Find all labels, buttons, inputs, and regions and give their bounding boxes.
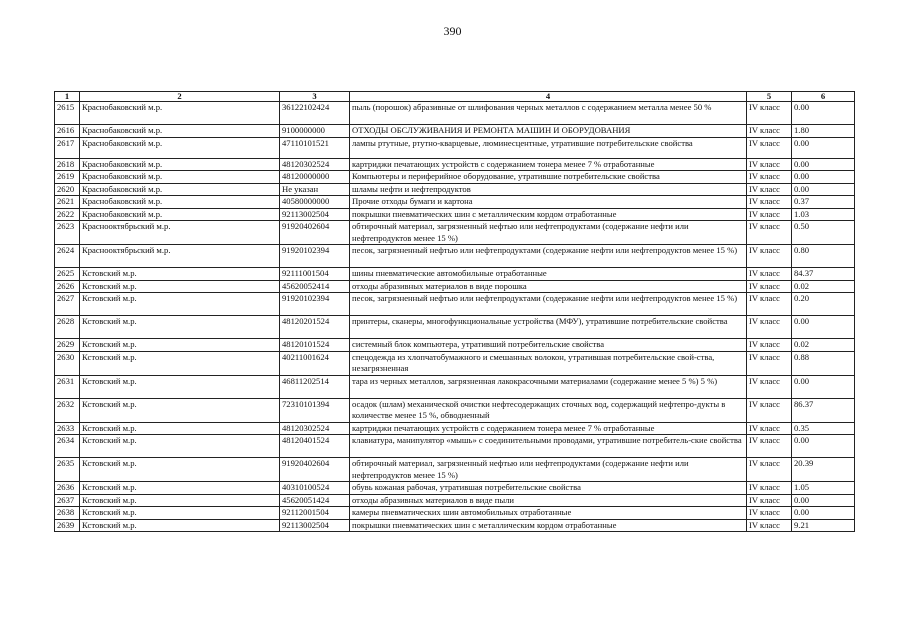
district-cell: Кстовский м.р.	[80, 398, 280, 422]
table-row	[55, 398, 855, 422]
district-cell: Кстовский м.р.	[80, 458, 280, 482]
description-cell: принтеры, сканеры, многофункциональные устройства (МФУ), утратившие потребительские свойства	[350, 316, 747, 339]
hazard-class-cell: IV класс	[747, 245, 792, 268]
hazard-class-cell: IV класс	[747, 316, 792, 339]
amount-cell: 0.88	[792, 351, 855, 375]
amount-cell: 1.05	[792, 482, 855, 495]
hazard-class-cell: IV класс	[747, 293, 792, 316]
hazard-class-cell: IV класс	[747, 422, 792, 435]
table-row	[55, 196, 855, 209]
amount-cell: 0.80	[792, 245, 855, 268]
table-row	[55, 494, 855, 507]
district-cell: Краснобаковский м.р.	[80, 102, 280, 125]
row-number: 2623	[55, 221, 80, 245]
row-number: 2618	[55, 158, 80, 171]
description-cell: покрышки пневматических шин с металлическим кордом отработанные	[350, 208, 747, 221]
row-number: 2627	[55, 293, 80, 316]
table-row	[55, 435, 855, 458]
description-cell: тара из черных металлов, загрязненная лакокрасочными материалами (содержание менее 5 %) 5 %)	[350, 375, 747, 398]
district-cell: Краснобаковский м.р.	[80, 137, 280, 158]
row-number: 2616	[55, 125, 80, 138]
code-cell: 46811202514	[280, 375, 350, 398]
column-header: 4	[350, 92, 747, 102]
district-cell: Кстовский м.р.	[80, 422, 280, 435]
district-cell: Кстовский м.р.	[80, 482, 280, 495]
code-cell: 92113002504	[280, 208, 350, 221]
column-header: 5	[747, 92, 792, 102]
district-cell: Кстовский м.р.	[80, 494, 280, 507]
hazard-class-cell: IV класс	[747, 351, 792, 375]
row-number: 2621	[55, 196, 80, 209]
hazard-class-cell: IV класс	[747, 519, 792, 532]
column-header: 3	[280, 92, 350, 102]
table-row	[55, 158, 855, 171]
hazard-class-cell: IV класс	[747, 494, 792, 507]
amount-cell: 0.00	[792, 158, 855, 171]
code-cell: 45620052414	[280, 280, 350, 293]
code-cell: 48120000000	[280, 171, 350, 184]
description-cell: клавиатура, манипулятор «мышь» с соединительными проводами, утратившие потребитель-ские свойства	[350, 435, 747, 458]
amount-cell: 0.20	[792, 293, 855, 316]
hazard-class-cell: IV класс	[747, 268, 792, 281]
row-number: 2619	[55, 171, 80, 184]
table-row	[55, 519, 855, 532]
row-number: 2630	[55, 351, 80, 375]
row-number: 2629	[55, 339, 80, 352]
table-row	[55, 137, 855, 158]
table-row	[55, 221, 855, 245]
district-cell: Кстовский м.р.	[80, 507, 280, 520]
description-cell: спецодежда из хлопчатобумажного и смешанных волокон, утратившая потребительские свой-ства, незагрязненная	[350, 351, 747, 375]
hazard-class-cell: IV класс	[747, 482, 792, 495]
amount-cell: 0.37	[792, 196, 855, 209]
row-number: 2637	[55, 494, 80, 507]
row-number: 2634	[55, 435, 80, 458]
row-number: 2626	[55, 280, 80, 293]
amount-cell: 0.35	[792, 422, 855, 435]
table-row	[55, 102, 855, 125]
amount-cell: 9.21	[792, 519, 855, 532]
header-row	[55, 92, 855, 102]
amount-cell: 1.80	[792, 125, 855, 138]
table-row	[55, 171, 855, 184]
hazard-class-cell: IV класс	[747, 158, 792, 171]
code-cell: 45620051424	[280, 494, 350, 507]
code-cell: 91920402604	[280, 221, 350, 245]
row-number: 2633	[55, 422, 80, 435]
row-number: 2625	[55, 268, 80, 281]
code-cell: 40211001624	[280, 351, 350, 375]
district-cell: Кстовский м.р.	[80, 280, 280, 293]
district-cell: Кстовский м.р.	[80, 435, 280, 458]
hazard-class-cell: IV класс	[747, 375, 792, 398]
table-row	[55, 125, 855, 138]
code-cell: 40310100524	[280, 482, 350, 495]
row-number: 2635	[55, 458, 80, 482]
waste-register-table	[54, 91, 855, 532]
hazard-class-cell: IV класс	[747, 458, 792, 482]
hazard-class-cell: IV класс	[747, 339, 792, 352]
amount-cell: 20.39	[792, 458, 855, 482]
table-row	[55, 245, 855, 268]
hazard-class-cell: IV класс	[747, 208, 792, 221]
row-number: 2639	[55, 519, 80, 532]
code-cell: 91920402604	[280, 458, 350, 482]
hazard-class-cell: IV класс	[747, 102, 792, 125]
amount-cell: 0.00	[792, 102, 855, 125]
amount-cell: 0.00	[792, 435, 855, 458]
row-number: 2615	[55, 102, 80, 125]
description-cell: Компьютеры и периферийное оборудование, утратившие потребительские свойства	[350, 171, 747, 184]
description-cell: шламы нефти и нефтепродуктов	[350, 183, 747, 196]
amount-cell: 0.00	[792, 507, 855, 520]
hazard-class-cell: IV класс	[747, 171, 792, 184]
hazard-class-cell: IV класс	[747, 125, 792, 138]
hazard-class-cell: IV класс	[747, 507, 792, 520]
description-cell: картриджи печатающих устройств с содержанием тонера менее 7 % отработанные	[350, 158, 747, 171]
description-cell: ОТХОДЫ ОБСЛУЖИВАНИЯ И РЕМОНТА МАШИН И ОБОРУДОВАНИЯ	[350, 125, 747, 138]
code-cell: 91920102394	[280, 245, 350, 268]
table-row	[55, 482, 855, 495]
row-number: 2632	[55, 398, 80, 422]
code-cell: 48120101524	[280, 339, 350, 352]
table-row	[55, 351, 855, 375]
amount-cell: 0.00	[792, 137, 855, 158]
table-row	[55, 316, 855, 339]
amount-cell: 84.37	[792, 268, 855, 281]
description-cell: Прочие отходы бумаги и картона	[350, 196, 747, 209]
table-row	[55, 293, 855, 316]
row-number: 2628	[55, 316, 80, 339]
hazard-class-cell: IV класс	[747, 137, 792, 158]
district-cell: Кстовский м.р.	[80, 316, 280, 339]
description-cell: системный блок компьютера, утративший потребительские свойства	[350, 339, 747, 352]
description-cell: пыль (порошок) абразивные от шлифования черных металлов с содержанием металла менее 50 %	[350, 102, 747, 125]
table-row	[55, 208, 855, 221]
description-cell: осадок (шлам) механической очистки нефтесодержащих сточных вод, содержащий нефтепро-дукты в количестве менее 15 %, обводненный	[350, 398, 747, 422]
description-cell: обтирочный материал, загрязненный нефтью или нефтепродуктами (содержание нефти или нефтепродуктов менее 15 %)	[350, 221, 747, 245]
description-cell: обтирочный материал, загрязненный нефтью или нефтепродуктами (содержание нефти или нефтепродуктов менее 15 %)	[350, 458, 747, 482]
table-row	[55, 375, 855, 398]
hazard-class-cell: IV класс	[747, 221, 792, 245]
code-cell: 9100000000	[280, 125, 350, 138]
code-cell: 48120302524	[280, 158, 350, 171]
page-number: 390	[443, 24, 462, 38]
description-cell: шины пневматические автомобильные отработанные	[350, 268, 747, 281]
hazard-class-cell: IV класс	[747, 398, 792, 422]
code-cell: 36122102424	[280, 102, 350, 125]
code-cell: 92113002504	[280, 519, 350, 532]
description-cell: обувь кожаная рабочая, утратившая потребительские свойства	[350, 482, 747, 495]
amount-cell: 0.00	[792, 494, 855, 507]
row-number: 2636	[55, 482, 80, 495]
row-number: 2638	[55, 507, 80, 520]
district-cell: Краснобаковский м.р.	[80, 158, 280, 171]
code-cell: 92112001504	[280, 507, 350, 520]
district-cell: Краснобаковский м.р.	[80, 196, 280, 209]
district-cell: Кстовский м.р.	[80, 519, 280, 532]
table-body	[55, 102, 855, 532]
amount-cell: 1.03	[792, 208, 855, 221]
hazard-class-cell: IV класс	[747, 196, 792, 209]
district-cell: Краснооктябрьский м.р.	[80, 221, 280, 245]
description-cell: картриджи печатающих устройств с содержанием тонера менее 7 % отработанные	[350, 422, 747, 435]
description-cell: камеры пневматических шин автомобильных отработанные	[350, 507, 747, 520]
amount-cell: 0.00	[792, 171, 855, 184]
district-cell: Краснооктябрьский м.р.	[80, 245, 280, 268]
code-cell: 48120201524	[280, 316, 350, 339]
district-cell: Краснобаковский м.р.	[80, 125, 280, 138]
column-header: 6	[792, 92, 855, 102]
amount-cell: 0.02	[792, 339, 855, 352]
code-cell: 48120401524	[280, 435, 350, 458]
district-cell: Кстовский м.р.	[80, 268, 280, 281]
amount-cell: 0.00	[792, 183, 855, 196]
table-row	[55, 183, 855, 196]
hazard-class-cell: IV класс	[747, 183, 792, 196]
description-cell: песок, загрязненный нефтью или нефтепродуктами (содержание нефти или нефтепродуктов менее 15 %)	[350, 293, 747, 316]
district-cell: Кстовский м.р.	[80, 375, 280, 398]
row-number: 2620	[55, 183, 80, 196]
description-cell: отходы абразивных материалов в виде порошка	[350, 280, 747, 293]
row-number: 2617	[55, 137, 80, 158]
district-cell: Краснобаковский м.р.	[80, 171, 280, 184]
description-cell: лампы ртутные, ртутно-кварцевые, люминесцентные, утратившие потребительские свойства	[350, 137, 747, 158]
district-cell: Краснобаковский м.р.	[80, 183, 280, 196]
district-cell: Кстовский м.р.	[80, 351, 280, 375]
table-row	[55, 422, 855, 435]
code-cell: 48120302524	[280, 422, 350, 435]
column-header: 1	[55, 92, 80, 102]
table-row	[55, 458, 855, 482]
amount-cell: 0.00	[792, 375, 855, 398]
hazard-class-cell: IV класс	[747, 280, 792, 293]
table-row	[55, 507, 855, 520]
description-cell: покрышки пневматических шин с металлическим кордом отработанные	[350, 519, 747, 532]
code-cell: 72310101394	[280, 398, 350, 422]
code-cell: 40580000000	[280, 196, 350, 209]
amount-cell: 0.00	[792, 316, 855, 339]
amount-cell: 0.50	[792, 221, 855, 245]
table-row	[55, 280, 855, 293]
district-cell: Краснобаковский м.р.	[80, 208, 280, 221]
code-cell: Не указан	[280, 183, 350, 196]
description-cell: отходы абразивных материалов в виде пыли	[350, 494, 747, 507]
row-number: 2631	[55, 375, 80, 398]
description-cell: песок, загрязненный нефтью или нефтепродуктами (содержание нефти или нефтепродуктов менее 15 %)	[350, 245, 747, 268]
column-header: 2	[80, 92, 280, 102]
district-cell: Кстовский м.р.	[80, 293, 280, 316]
code-cell: 92111001504	[280, 268, 350, 281]
table-row	[55, 268, 855, 281]
code-cell: 91920102394	[280, 293, 350, 316]
hazard-class-cell: IV класс	[747, 435, 792, 458]
amount-cell: 0.02	[792, 280, 855, 293]
row-number: 2624	[55, 245, 80, 268]
row-number: 2622	[55, 208, 80, 221]
code-cell: 47110101521	[280, 137, 350, 158]
district-cell: Кстовский м.р.	[80, 339, 280, 352]
amount-cell: 86.37	[792, 398, 855, 422]
table-row	[55, 339, 855, 352]
